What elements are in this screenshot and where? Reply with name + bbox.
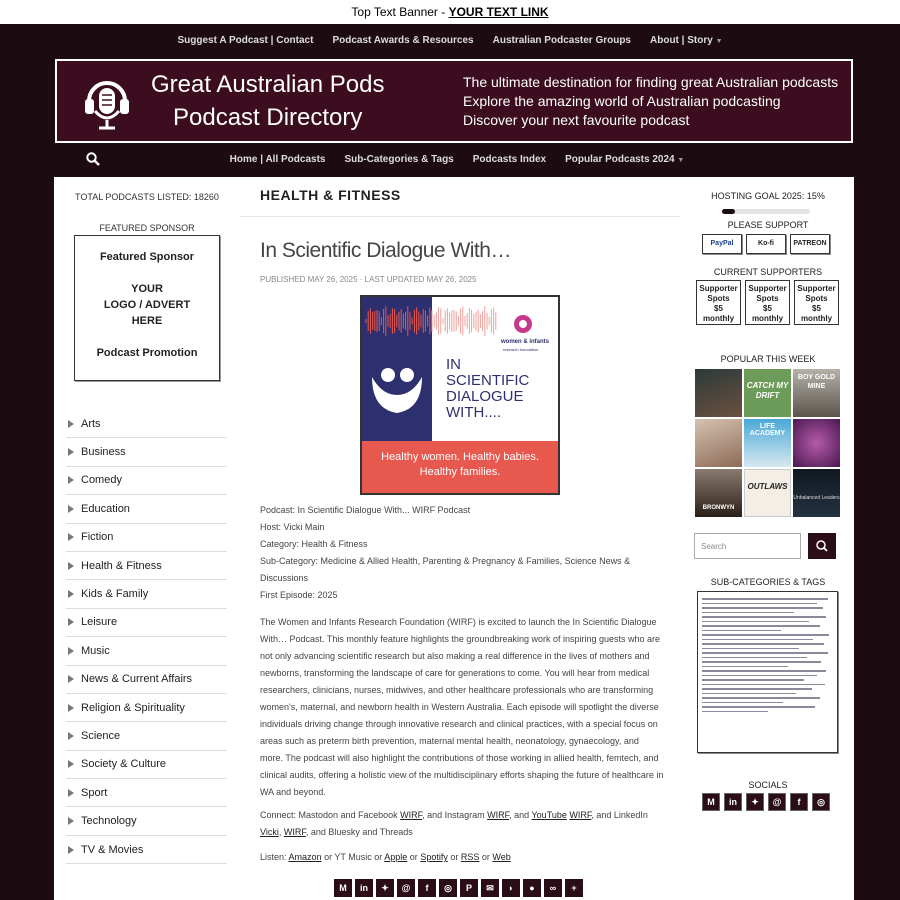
divider	[240, 216, 680, 217]
caret-right-icon	[68, 732, 74, 740]
youtube-wirf-link[interactable]: WIRF	[569, 810, 592, 820]
caret-right-icon	[68, 590, 74, 598]
popular-podcast-thumb[interactable]	[695, 369, 742, 417]
listen-text: or	[407, 852, 421, 862]
spot-line: monthly	[751, 314, 784, 323]
search-button[interactable]	[808, 533, 836, 559]
caret-right-icon	[68, 704, 74, 712]
please-support-heading: PLEASE SUPPORT	[727, 220, 809, 230]
caret-right-icon	[68, 618, 74, 626]
category-label: Science	[81, 729, 121, 742]
nav-popular-2024[interactable]	[565, 154, 684, 165]
email-icon[interactable]: ✉	[481, 879, 499, 897]
artwork-footer-line: Healthy families.	[419, 466, 501, 478]
reddit-icon[interactable]: ●	[523, 879, 541, 897]
connect-text: ,	[278, 827, 284, 837]
caret-right-icon	[68, 675, 74, 683]
tag-line	[702, 625, 820, 627]
connect-text: , and LinkedIn	[591, 810, 648, 820]
page-content	[54, 177, 854, 900]
category-kids-family[interactable]	[66, 580, 227, 608]
category-label: Religion & Spirituality	[81, 701, 185, 714]
category-heading: HEALTH & FITNESS	[260, 187, 401, 203]
banner-link[interactable]: YOUR TEXT LINK	[448, 5, 549, 19]
tag-line	[702, 693, 796, 695]
tag-line	[702, 679, 804, 681]
category-label: Kids & Family	[81, 588, 149, 601]
apple-link[interactable]: Apple	[384, 852, 408, 862]
supporter-spot[interactable]	[794, 280, 839, 325]
fact-category: Category: Health & Fitness	[260, 539, 368, 549]
nav-subcategories-tags[interactable]: Sub-Categories & Tags	[344, 154, 454, 165]
artwork-title-line: DIALOGUE	[446, 388, 524, 405]
category-technology[interactable]	[66, 807, 227, 835]
caret-right-icon	[68, 817, 74, 825]
tag-line	[702, 607, 823, 609]
popular-podcast-thumb[interactable]: Unbalanced Leaders	[793, 469, 840, 517]
tag-line	[702, 684, 825, 686]
tag-line	[702, 630, 781, 632]
artwork-title-line: SCIENTIFIC	[446, 372, 530, 389]
popular-podcast-thumb[interactable]: OUTLAWS	[744, 469, 791, 517]
top-nav	[0, 24, 900, 57]
connect-text: , and Bluesky and Threads	[305, 827, 413, 837]
chevron-down-icon: ▼	[715, 38, 723, 45]
artwork-title-line: WITH....	[446, 404, 501, 421]
artwork-brand: women & infants	[501, 339, 550, 345]
category-label: Music	[81, 644, 110, 657]
spot-line: Supporter	[797, 284, 836, 293]
tag-line	[702, 634, 829, 636]
tag-line	[702, 616, 826, 618]
connect-text: , and Instagram	[422, 810, 488, 820]
threads-icon[interactable]: @	[397, 879, 415, 897]
spot-line: monthly	[800, 314, 833, 323]
tagline-3: Discover your next favourite podcast	[463, 112, 690, 128]
podcast-facts	[260, 502, 660, 604]
caret-right-icon	[68, 647, 74, 655]
patreon-button[interactable]: PATREON	[790, 234, 830, 254]
listen-text: Listen:	[260, 852, 289, 862]
listen-text: or	[479, 852, 493, 862]
nav-home-all-podcasts[interactable]: Home | All Podcasts	[229, 154, 326, 165]
more-icon[interactable]: +	[565, 879, 583, 897]
nav-podcasts-index[interactable]: Podcasts Index	[472, 154, 547, 165]
category-label: Fiction	[81, 531, 114, 544]
supporter-spot[interactable]	[745, 280, 790, 325]
artwork-brand-sub: research foundation	[503, 347, 539, 352]
category-label: Education	[81, 502, 130, 515]
tag-line	[702, 639, 813, 641]
artwork-title-line: IN	[446, 356, 461, 373]
nav-podcaster-groups[interactable]: Australian Podcaster Groups	[492, 35, 631, 46]
category-comedy[interactable]	[66, 467, 227, 495]
popular-podcast-thumb[interactable]: CATCH MY DRIFT	[744, 369, 791, 417]
tag-line	[702, 598, 828, 600]
facebook-icon[interactable]: f	[790, 793, 808, 811]
share-bar	[334, 879, 583, 897]
linkedin-vicki-link[interactable]: Vicki	[260, 827, 279, 837]
podcast-description: The Women and Infants Research Foundation (WIRF) is excited to launch the In Scientific Dialogue With… Podcast. This monthly feature highlights the groundbreaking work of inspiring guests who are not only advancing scientific research but also making a real difference in the lives of mothers and newborns, transforming the landscape of care for generations to come. You will hear from medical researchers, clinicians, nurses, midwives, and other healthcare professionals who are transforming women's, maternal, and newborn health in Western Australia. Each episode will spotlight the diverse individuals driving change through innovative research and clinical practices, with a special focus on areas such as preterm birth prevention, maternal mental health, neonatology, gynaecology, and more. The podcast will also highlight the contributions of those working in allied health, femtech, and clinical audits, offering a holistic view of the multidisciplinary efforts shaping the future of healthcare in WA and beyond.	[260, 617, 664, 797]
nav-suggest-contact[interactable]: Suggest A Podcast | Contact	[177, 35, 314, 46]
instagram-icon[interactable]: ◎	[812, 793, 830, 811]
spot-line: Supporter	[748, 284, 787, 293]
fact-first-episode: First Episode: 2025	[260, 590, 338, 600]
social-links	[702, 793, 830, 811]
tag-line	[702, 643, 824, 645]
caret-right-icon	[68, 420, 74, 428]
category-label: News & Current Affairs	[81, 673, 193, 686]
threads-icon[interactable]: @	[768, 793, 786, 811]
featured-sponsor-ad[interactable]	[74, 235, 220, 381]
nav-about-label: About | Story	[650, 35, 713, 46]
caret-right-icon	[68, 533, 74, 541]
spotify-link[interactable]: Spotify	[420, 852, 448, 862]
bluesky-icon[interactable]: ✦	[746, 793, 764, 811]
spot-line: $5	[714, 304, 723, 313]
popular-podcast-thumb[interactable]: BOY GOLD MINE	[793, 369, 840, 417]
bluesky-icon[interactable]: ✦	[376, 879, 394, 897]
category-news[interactable]	[66, 666, 227, 694]
popular-podcast-thumb[interactable]: LIFE ACADEMY	[744, 419, 791, 467]
popular-podcast-thumb[interactable]: BRONWYN	[695, 469, 742, 517]
artwork-footer-line: Healthy women. Healthy babies.	[381, 451, 539, 463]
category-label: Comedy	[81, 474, 122, 487]
spot-line: monthly	[702, 314, 735, 323]
total-podcasts-count: TOTAL PODCASTS LISTED: 18260	[75, 192, 219, 202]
youtube-link[interactable]: YouTube	[531, 810, 567, 820]
nav-popular-label: Popular Podcasts 2024	[565, 154, 675, 165]
copy-link-icon[interactable]: ∞	[544, 879, 562, 897]
sponsor-line-1: YOUR	[131, 283, 163, 295]
tag-line	[702, 648, 799, 650]
mastodon-icon[interactable]: M	[702, 793, 720, 811]
connect-text: Connect: Mastodon and Facebook	[260, 810, 401, 820]
popular-podcast-thumb[interactable]	[793, 419, 840, 467]
banner-prefix: Top Text Banner -	[351, 5, 449, 19]
linkedin-icon[interactable]: in	[355, 879, 373, 897]
spot-line: Spots	[805, 294, 828, 303]
subcategories-tags-image[interactable]	[697, 591, 838, 753]
facebook-icon[interactable]: f	[418, 879, 436, 897]
spot-line: Spots	[707, 294, 730, 303]
chevron-down-icon: ▼	[677, 157, 685, 164]
caret-right-icon	[68, 846, 74, 854]
tag-line	[702, 670, 826, 672]
hosting-goal-fill	[722, 209, 735, 214]
listen-links	[260, 852, 511, 862]
subcategories-heading: SUB-CATEGORIES & TAGS	[710, 577, 826, 587]
caret-right-icon	[68, 760, 74, 768]
hosting-goal: HOSTING GOAL 2025: 15%	[711, 191, 825, 201]
current-supporters-heading: CURRENT SUPPORTERS	[713, 267, 823, 277]
pinterest-icon[interactable]: P	[460, 879, 478, 897]
podcast-artwork	[360, 295, 560, 495]
fact-subcategory-cont: Discussions	[260, 573, 309, 583]
category-label: Health & Fitness	[81, 559, 162, 572]
caret-right-icon	[68, 789, 74, 797]
category-tv-movies[interactable]	[66, 836, 227, 864]
tag-line	[702, 652, 828, 654]
tag-line	[702, 603, 817, 605]
category-music[interactable]	[66, 637, 227, 665]
category-sport[interactable]	[66, 779, 227, 807]
tag-line	[702, 621, 809, 623]
site-title-line2: Podcast Directory	[173, 104, 363, 131]
category-label: Business	[81, 446, 126, 459]
tag-line	[702, 706, 815, 708]
connect-text: , and	[509, 810, 532, 820]
popular-heading: POPULAR THIS WEEK	[720, 354, 816, 364]
tag-line	[702, 711, 768, 713]
sponsor-line-2: LOGO / ADVERT	[103, 299, 191, 311]
category-arts[interactable]	[66, 410, 227, 438]
spot-line: Supporter	[699, 284, 738, 293]
top-text-banner	[0, 0, 900, 24]
fact-host: Host: Vicki Main	[260, 522, 325, 532]
sponsor-title: Featured Sponsor	[99, 251, 195, 263]
category-fiction[interactable]	[66, 524, 227, 552]
connect-links	[260, 807, 664, 841]
category-religion[interactable]	[66, 694, 227, 722]
category-health-fitness[interactable]	[66, 552, 227, 580]
fact-podcast: Podcast: In Scientific Dialogue With... WIRF Podcast	[260, 505, 471, 515]
messenger-icon[interactable]: ◗	[502, 879, 520, 897]
supporter-spot[interactable]	[696, 280, 741, 325]
artwork-title	[446, 357, 529, 421]
facebook-link[interactable]: WIRF	[400, 810, 423, 820]
spot-line: $5	[763, 304, 772, 313]
linkedin-icon[interactable]: in	[724, 793, 742, 811]
tagline-2: Explore the amazing world of Australian podcasting	[463, 93, 781, 109]
web-link[interactable]: Web	[492, 852, 511, 862]
category-list	[66, 410, 227, 864]
tag-line	[702, 675, 817, 677]
instagram-icon[interactable]: ◎	[439, 879, 457, 897]
category-label: Technology	[81, 815, 137, 828]
category-leisure[interactable]	[66, 609, 227, 637]
nav-about-story[interactable]	[650, 35, 723, 46]
site-header[interactable]	[55, 59, 853, 143]
main-nav	[0, 143, 900, 176]
category-label: Society & Culture	[81, 758, 166, 771]
paypal-button[interactable]: PayPal	[702, 234, 742, 254]
sponsor-line-3: HERE	[131, 315, 163, 327]
popular-podcast-thumb[interactable]	[695, 419, 742, 467]
category-label: TV & Movies	[81, 843, 144, 856]
tag-line	[702, 661, 821, 663]
caret-right-icon	[68, 505, 74, 513]
category-business[interactable]	[66, 438, 227, 466]
podcast-microphone-logo-icon	[83, 75, 131, 131]
socials-heading: SOCIALS	[748, 780, 788, 790]
post-title[interactable]: In Scientific Dialogue With…	[260, 239, 511, 262]
tag-line	[702, 657, 807, 659]
amazon-link[interactable]: Amazon	[288, 852, 322, 862]
nav-awards-resources[interactable]: Podcast Awards & Resources	[332, 35, 474, 46]
category-label: Sport	[81, 786, 108, 799]
search-input[interactable]: Search	[694, 533, 801, 559]
tag-line	[702, 612, 794, 614]
hosting-goal-progress	[722, 209, 810, 214]
category-label: Arts	[81, 417, 101, 430]
category-society-culture[interactable]	[66, 751, 227, 779]
linkedin-wirf-link[interactable]: WIRF	[283, 827, 306, 837]
kofi-button[interactable]: Ko-fi	[746, 234, 786, 254]
instagram-link[interactable]: WIRF	[487, 810, 510, 820]
fact-subcategory: Sub-Category: Medicine & Allied Health, Parenting & Pregnancy & Families, Science News &	[260, 556, 631, 566]
spot-line: Spots	[756, 294, 779, 303]
listen-text: or YT Music or	[321, 852, 385, 862]
spot-line: $5	[812, 304, 821, 313]
category-label: Leisure	[81, 616, 118, 629]
rss-link[interactable]: RSS	[460, 852, 480, 862]
category-science[interactable]	[66, 722, 227, 750]
category-education[interactable]	[66, 495, 227, 523]
caret-right-icon	[68, 476, 74, 484]
post-meta: PUBLISHED MAY 26, 2025 · LAST UPDATED MAY 26, 2025	[260, 275, 477, 284]
caret-right-icon	[68, 448, 74, 456]
artwork-footer	[362, 450, 558, 480]
tag-line	[702, 702, 783, 704]
search-icon	[808, 533, 836, 559]
listen-text: or	[447, 852, 461, 862]
featured-sponsor-heading: FEATURED SPONSOR	[99, 223, 195, 233]
tagline-1: The ultimate destination for finding great Australian podcasts	[463, 74, 839, 90]
site-title-line1: Great Australian Pods	[151, 71, 385, 98]
tag-line	[702, 666, 788, 668]
sponsor-footer: Podcast Promotion	[96, 347, 198, 359]
mastodon-icon[interactable]: M	[334, 879, 352, 897]
tag-line	[702, 688, 812, 690]
tag-line	[702, 697, 820, 699]
caret-right-icon	[68, 562, 74, 570]
